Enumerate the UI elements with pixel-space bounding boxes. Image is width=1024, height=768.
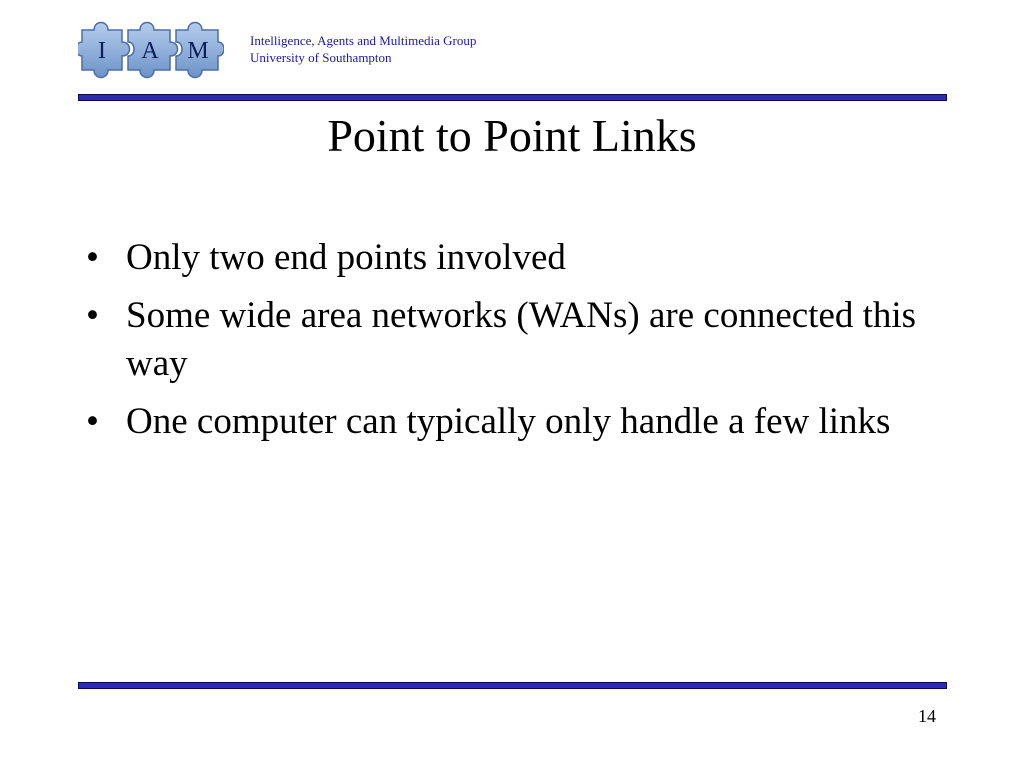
university-name: University of Southampton xyxy=(250,50,392,65)
bullet-dot-icon: • xyxy=(86,237,99,278)
group-name: Intelligence, Agents and Multimedia Group xyxy=(250,33,477,48)
bullet-text: One computer can typically only handle a few links xyxy=(126,401,891,442)
bullet-item xyxy=(86,292,926,388)
puzzle-logo-icon xyxy=(78,16,224,82)
slide-title: Point to Point Links xyxy=(327,110,697,161)
top-divider xyxy=(78,94,947,101)
bullet-item xyxy=(86,398,926,446)
bullet-text: Some wide area networks (WANs) are connected this way xyxy=(126,295,917,384)
iam-logo xyxy=(78,16,224,82)
group-info xyxy=(250,32,476,66)
bullet-text: Only two end points involved xyxy=(126,237,566,278)
logo-letter-a: A xyxy=(141,38,159,64)
logo-letter-m: M xyxy=(187,38,209,64)
page-number: 14 xyxy=(918,706,936,726)
bullet-list xyxy=(86,234,926,456)
bottom-divider xyxy=(78,682,947,689)
bullet-dot-icon: • xyxy=(86,295,99,336)
bullet-item xyxy=(86,234,926,282)
logo-letter-i: I xyxy=(98,38,106,64)
bullet-dot-icon: • xyxy=(86,401,99,442)
